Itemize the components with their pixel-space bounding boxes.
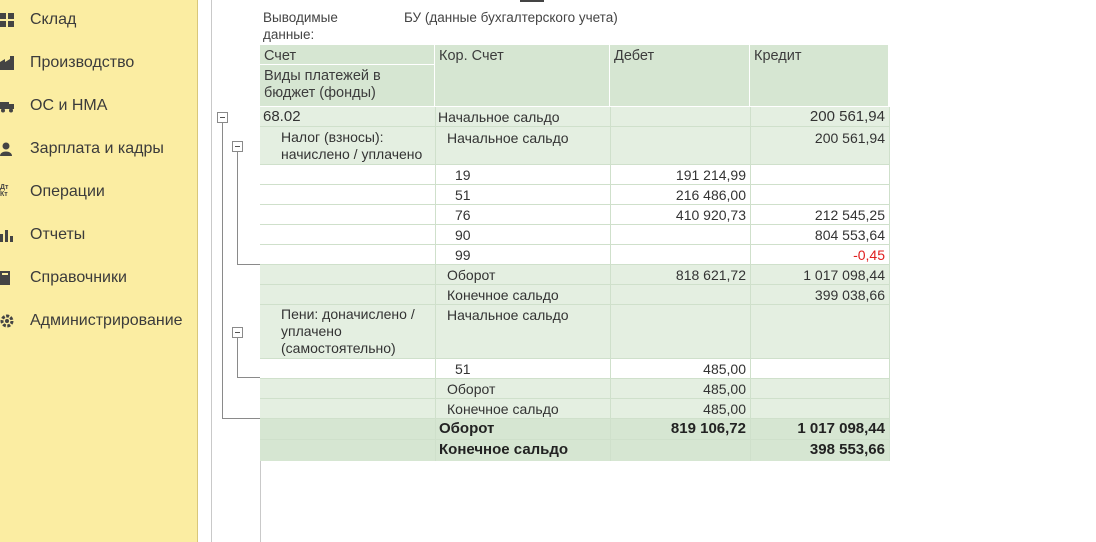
tree-line-group2 <box>237 338 238 378</box>
dt-kt-icon-dt: Дт <box>0 184 9 191</box>
corr-account-cell: Начальное сальдо <box>438 109 560 125</box>
book-icon <box>0 270 14 286</box>
sidebar-item-warehouse[interactable] <box>0 3 197 37</box>
corr-account-cell: 51 <box>455 187 471 203</box>
col-header-corr-account: Кор. Счет <box>435 45 610 107</box>
col-separator <box>750 107 751 461</box>
group2-title: Пени: доначислено / уплачено (самостоятельно) <box>281 306 415 356</box>
table-row <box>260 225 889 245</box>
minus-icon <box>220 117 225 118</box>
gear-icon <box>0 313 14 329</box>
content-left-border <box>211 0 212 542</box>
sidebar-item-label: Зарплата и кадры <box>30 140 164 157</box>
credit-cell: -0,45 <box>853 247 885 263</box>
debit-cell: 485,00 <box>703 401 746 417</box>
tree-line-level1-end <box>222 418 260 419</box>
col-separator <box>435 107 436 461</box>
sidebar-item-references[interactable] <box>0 261 197 295</box>
tree-line-group1-end <box>237 264 260 265</box>
table-row <box>260 165 889 185</box>
sidebar <box>0 0 198 542</box>
corr-account-cell: Начальное сальдо <box>447 130 569 146</box>
table-row-group2-opening <box>260 305 889 359</box>
tree-line-group2-end <box>237 377 260 378</box>
debit-cell: 216 486,00 <box>675 187 746 203</box>
corr-account-cell: 90 <box>455 227 471 243</box>
collapse-group2-toggle[interactable] <box>232 327 243 338</box>
corr-account-cell: Конечное сальдо <box>447 287 559 303</box>
debit-cell: 485,00 <box>703 361 746 377</box>
group1-title: Налог (взносы): начислено / уплачено <box>281 129 423 162</box>
credit-cell: 212 545,25 <box>814 207 885 223</box>
corr-account-cell: Конечное сальдо <box>447 401 559 417</box>
credit-cell: 804 553,64 <box>814 227 885 243</box>
sidebar-item-administration[interactable] <box>0 304 197 338</box>
debit-cell: 191 214,99 <box>675 167 746 183</box>
sidebar-item-label: Отчеты <box>30 226 86 243</box>
table-row-group2-turnover <box>260 379 889 399</box>
sidebar-item-production[interactable] <box>0 46 197 80</box>
table-row-account <box>260 107 889 127</box>
corr-account-cell: 51 <box>455 361 471 377</box>
factory-icon <box>0 55 14 71</box>
grid-icon <box>0 12 14 28</box>
sidebar-item-operations[interactable] <box>0 175 197 209</box>
corr-account-cell: Оборот <box>447 267 496 283</box>
tree-line-group1 <box>237 152 238 265</box>
sidebar-item-label: Производство <box>30 54 135 71</box>
table-row-group1-closing <box>260 285 889 305</box>
table-row-group1-opening <box>260 127 889 165</box>
output-data-value: БУ (данные бухгалтерского учета) <box>404 10 618 25</box>
corr-account-cell: Оборот <box>439 420 495 437</box>
credit-cell: 1 017 098,44 <box>797 420 885 437</box>
sidebar-item-label: Справочники <box>30 269 127 286</box>
credit-cell: 200 561,94 <box>814 130 885 146</box>
table-row-total-turnover <box>260 419 889 440</box>
col-separator <box>610 107 611 461</box>
table-row-group2-closing <box>260 399 889 419</box>
table-row <box>260 245 889 265</box>
sidebar-item-payroll[interactable] <box>0 132 197 166</box>
col-separator <box>889 107 890 461</box>
credit-cell: 1 017 098,44 <box>803 267 885 283</box>
debit-cell: 818 621,72 <box>675 267 746 283</box>
table-row <box>260 359 889 379</box>
dt-kt-icon <box>0 184 14 200</box>
dt-kt-icon-kt: Кт <box>0 191 8 198</box>
sidebar-item-label: Склад <box>30 11 77 28</box>
debit-cell: 819 106,72 <box>670 420 746 437</box>
credit-cell: 399 038,66 <box>814 287 885 303</box>
table-row <box>260 205 889 225</box>
sidebar-item-reports[interactable] <box>0 218 197 252</box>
tree-line-level1 <box>222 123 223 419</box>
sidebar-item-fixed-assets[interactable] <box>0 89 197 123</box>
table-row-group1-turnover <box>260 265 889 285</box>
corr-account-cell: Конечное сальдо <box>439 441 569 458</box>
corr-account-cell: 99 <box>455 247 471 263</box>
truck-icon <box>0 98 14 114</box>
collapse-group1-toggle[interactable] <box>232 141 243 152</box>
collapse-account-toggle[interactable] <box>217 112 228 123</box>
table-row <box>260 185 889 205</box>
credit-cell: 398 553,66 <box>809 441 885 458</box>
person-icon <box>0 141 14 157</box>
output-data-label: Выводимые данные: <box>263 10 338 42</box>
col-header-account-sub: Виды платежей в бюджет (фонды) <box>260 65 435 107</box>
corr-account-cell: Начальное сальдо <box>447 307 569 323</box>
debit-cell: 410 920,73 <box>675 207 746 223</box>
minus-icon <box>235 332 240 333</box>
sidebar-item-label: Операции <box>30 183 105 200</box>
minus-icon <box>235 146 240 147</box>
bar-chart-icon <box>0 227 14 243</box>
col-header-account: Счет <box>260 45 435 65</box>
sidebar-item-label: ОС и НМА <box>30 97 108 114</box>
table-row-total-closing <box>260 440 889 461</box>
col-header-credit: Кредит <box>750 45 889 107</box>
corr-account-cell: 19 <box>455 167 471 183</box>
corr-account-cell: 76 <box>455 207 471 223</box>
credit-cell: 200 561,94 <box>809 108 885 125</box>
debit-cell: 485,00 <box>703 381 746 397</box>
report-title-fragment <box>520 0 544 2</box>
account-code: 68.02 <box>263 108 301 125</box>
corr-account-cell: Оборот <box>447 381 496 397</box>
sidebar-item-label: Администрирование <box>30 312 183 329</box>
col-header-debit: Дебет <box>610 45 750 107</box>
